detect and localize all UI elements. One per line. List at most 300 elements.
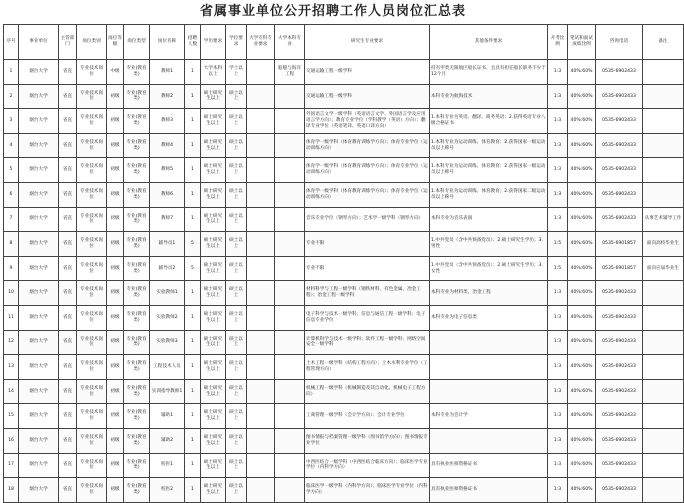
cell-post-type: 专业(教育类) xyxy=(124,453,150,478)
cell-phone: 0535-6902433 xyxy=(596,109,643,134)
cell-post-grade: 初级 xyxy=(107,207,124,232)
cell-college-major xyxy=(247,305,275,330)
table-row xyxy=(4,379,684,404)
cell-index: 5 xyxy=(4,158,19,183)
cell-education: 硕士研究生以上 xyxy=(201,232,226,257)
cell-phone: 0535-6901857 xyxy=(596,232,643,257)
cell-department: 省直 xyxy=(59,281,77,306)
table-row xyxy=(4,207,684,232)
cell-other-requirements: 1.本科专业为运动训练、体育教育；2.获得国家一级运动员以上称号 xyxy=(430,133,548,158)
cell-post-type: 专业(教育类) xyxy=(124,158,150,183)
cell-phone: 0535-6902433 xyxy=(596,404,643,429)
cell-exam-ratio: 1:3 xyxy=(548,133,568,158)
cell-college-major xyxy=(247,60,275,85)
cell-remarks xyxy=(643,330,684,355)
cell-bachelor-major xyxy=(275,404,305,429)
cell-post-category: 专业技术岗位 xyxy=(77,109,107,134)
header-education: 学历要求 xyxy=(201,25,226,60)
cell-graduate-major: 工商管理一级学科（会计学方向）；会计专业学位 xyxy=(305,404,430,429)
cell-remarks xyxy=(643,478,684,503)
cell-department: 省直 xyxy=(59,158,77,183)
cell-graduate-major: 专业不限 xyxy=(305,232,430,257)
cell-exam-ratio: 1:3 xyxy=(548,379,568,404)
cell-remarks xyxy=(643,379,684,404)
cell-post-category: 专业技术岗位 xyxy=(77,60,107,85)
cell-employer: 烟台大学 xyxy=(19,305,59,330)
cell-post-name: 辅导员1 xyxy=(150,232,185,257)
cell-department: 省直 xyxy=(59,478,77,503)
cell-bachelor-major xyxy=(275,379,305,404)
cell-phone: 0535-6902433 xyxy=(596,330,643,355)
cell-score-ratio: 40%:60% xyxy=(568,207,596,232)
cell-graduate-major: 材料科学与工程一级学科（钢铁材料、有色金属、冶金工程）；冶金工程一级学科 xyxy=(305,281,430,306)
cell-post-category: 专业技术岗位 xyxy=(77,453,107,478)
page-title: 省属事业单位公开招聘工作人员岗位汇总表 xyxy=(199,4,466,19)
cell-department: 省直 xyxy=(59,109,77,134)
cell-index: 2 xyxy=(4,84,19,109)
cell-department: 省直 xyxy=(59,305,77,330)
cell-score-ratio: 40%:60% xyxy=(568,428,596,453)
cell-graduate-major: 体育学一级学科（体育教育训练学方向）；体育专业学位（运动训练方向） xyxy=(305,158,430,183)
cell-remarks xyxy=(643,133,684,158)
cell-score-ratio: 40%:60% xyxy=(568,453,596,478)
table-row xyxy=(4,60,684,85)
cell-post-name: 教师5 xyxy=(150,158,185,183)
cell-post-grade: 初级 xyxy=(107,404,124,429)
cell-exam-ratio: 1:3 xyxy=(548,428,568,453)
cell-post-name: 工程技术人员 xyxy=(150,355,185,380)
cell-other-requirements: 具有执业医师资格证书 xyxy=(430,453,548,478)
cell-college-major xyxy=(247,256,275,281)
cell-post-grade: 初级 xyxy=(107,453,124,478)
cell-education: 硕士研究生以上 xyxy=(201,404,226,429)
cell-bachelor-major xyxy=(275,453,305,478)
cell-other-requirements: 本科专业为音乐表演 xyxy=(430,207,548,232)
cell-headcount: 1 xyxy=(185,355,201,380)
cell-post-type: 专业(教育类) xyxy=(124,478,150,503)
cell-education: 硕士研究生以上 xyxy=(201,478,226,503)
header-headcount: 招聘人数 xyxy=(185,25,201,60)
cell-post-name: 教师1 xyxy=(150,60,185,85)
cell-education: 硕士研究生以上 xyxy=(201,158,226,183)
cell-bachelor-major xyxy=(275,133,305,158)
cell-post-name: 实验教师3 xyxy=(150,330,185,355)
cell-college-major xyxy=(247,453,275,478)
table-header xyxy=(4,25,684,60)
cell-headcount: 1 xyxy=(185,453,201,478)
cell-bachelor-major xyxy=(275,256,305,281)
cell-post-name: 教师7 xyxy=(150,207,185,232)
cell-department: 省直 xyxy=(59,84,77,109)
cell-department: 省直 xyxy=(59,256,77,281)
cell-department: 省直 xyxy=(59,379,77,404)
table-row xyxy=(4,109,684,134)
cell-exam-ratio: 1:3 xyxy=(548,84,568,109)
cell-post-type: 专业(教育类) xyxy=(124,109,150,134)
cell-degree: 硕士以上 xyxy=(226,428,247,453)
cell-index: 18 xyxy=(4,478,19,503)
cell-department: 省直 xyxy=(59,404,77,429)
cell-college-major xyxy=(247,355,275,380)
cell-post-name: 辅导员2 xyxy=(150,256,185,281)
table-row xyxy=(4,232,684,257)
cell-headcount: 1 xyxy=(185,305,201,330)
cell-employer: 烟台大学 xyxy=(19,281,59,306)
cell-education: 硕士研究生以上 xyxy=(201,453,226,478)
cell-degree: 硕士以上 xyxy=(226,305,247,330)
cell-score-ratio: 40%:60% xyxy=(568,84,596,109)
cell-education: 硕士研究生以上 xyxy=(201,256,226,281)
cell-post-name: 教师6 xyxy=(150,182,185,207)
cell-index: 12 xyxy=(4,330,19,355)
cell-post-grade: 初级 xyxy=(107,330,124,355)
cell-education: 硕士研究生以上 xyxy=(201,109,226,134)
cell-post-grade: 初级 xyxy=(107,182,124,207)
cell-headcount: 1 xyxy=(185,158,201,183)
cell-other-requirements: 本科专业为材料类、冶金工程 xyxy=(430,281,548,306)
cell-other-requirements: 持有甲类无限航区船长证书，且具有担任船长职务不少于12个月 xyxy=(430,60,548,85)
cell-headcount: 1 xyxy=(185,84,201,109)
cell-graduate-major: 中西医结合一级学科（中西医结合临床方向）；临床医学专业学位（内科学方向） xyxy=(305,453,430,478)
cell-score-ratio: 40%:60% xyxy=(568,232,596,257)
cell-remarks xyxy=(643,355,684,380)
cell-score-ratio: 40%:60% xyxy=(568,182,596,207)
cell-other-requirements: 1.本科专业为运动训练、体育教育；2.获得国家一级运动员以上称号 xyxy=(430,158,548,183)
table-row xyxy=(4,281,684,306)
cell-post-category: 专业技术岗位 xyxy=(77,379,107,404)
cell-phone: 0535-6902433 xyxy=(596,305,643,330)
cell-exam-ratio: 1:3 xyxy=(548,182,568,207)
cell-headcount: 5 xyxy=(185,232,201,257)
cell-bachelor-major xyxy=(275,207,305,232)
cell-other-requirements: 1.本科专业为运动训练、体育教育；2.获得国家二级运动员以上称号 xyxy=(430,182,548,207)
cell-employer: 烟台大学 xyxy=(19,428,59,453)
cell-department: 省直 xyxy=(59,182,77,207)
cell-post-name: 辅助2 xyxy=(150,428,185,453)
cell-index: 10 xyxy=(4,281,19,306)
cell-degree: 硕士以上 xyxy=(226,281,247,306)
cell-remarks xyxy=(643,109,684,134)
cell-department: 省直 xyxy=(59,355,77,380)
cell-graduate-major: 临床医学一级学科（内科学方向）；临床医学专业学位（内科学方向） xyxy=(305,478,430,503)
cell-post-name: 教师2 xyxy=(150,84,185,109)
cell-remarks xyxy=(643,281,684,306)
cell-education: 硕士研究生以上 xyxy=(201,330,226,355)
cell-remarks: 从事艺术辅导工作 xyxy=(643,207,684,232)
table-row xyxy=(4,330,684,355)
cell-post-category: 专业技术岗位 xyxy=(77,281,107,306)
cell-headcount: 1 xyxy=(185,379,201,404)
cell-remarks xyxy=(643,404,684,429)
cell-post-grade: 初级 xyxy=(107,428,124,453)
cell-score-ratio: 40%:60% xyxy=(568,133,596,158)
cell-graduate-major: 体育学一级学科（体育教育训练学方向）；体育专业学位（运动训练方向） xyxy=(305,133,430,158)
cell-remarks xyxy=(643,60,684,85)
cell-remarks: 面向高校毕业生 xyxy=(643,232,684,257)
table-body xyxy=(4,60,684,503)
cell-other-requirements: 1.中共党员（含中共预备党员）；2.硕士研究生学历；3.男性 xyxy=(430,232,548,257)
cell-other-requirements: 本科专业为航海技术 xyxy=(430,84,548,109)
table-row xyxy=(4,428,684,453)
cell-department: 省直 xyxy=(59,428,77,453)
cell-phone: 0535-6902433 xyxy=(596,182,643,207)
cell-exam-ratio: 1:3 xyxy=(548,305,568,330)
cell-post-category: 专业技术岗位 xyxy=(77,158,107,183)
cell-post-name: 教师3 xyxy=(150,109,185,134)
cell-post-type: 专业(教育类) xyxy=(124,207,150,232)
cell-headcount: 1 xyxy=(185,60,201,85)
cell-post-name: 辅助1 xyxy=(150,404,185,429)
cell-post-name: 校医1 xyxy=(150,453,185,478)
cell-score-ratio: 40%:60% xyxy=(568,60,596,85)
cell-education: 硕士研究生以上 xyxy=(201,207,226,232)
cell-other-requirements: 1.中共党员（含中共预备党员）；2.硕士研究生学历；3.女性 xyxy=(430,256,548,281)
cell-post-type: 专业(教育类) xyxy=(124,305,150,330)
cell-graduate-major: 专业不限 xyxy=(305,256,430,281)
cell-other-requirements xyxy=(430,355,548,380)
cell-bachelor-major xyxy=(275,330,305,355)
cell-college-major xyxy=(247,330,275,355)
cell-post-type: 专业(教育类) xyxy=(124,133,150,158)
table-row xyxy=(4,133,684,158)
cell-headcount: 1 xyxy=(185,207,201,232)
cell-score-ratio: 40%:60% xyxy=(568,158,596,183)
cell-phone: 0535-6902433 xyxy=(596,133,643,158)
cell-employer: 烟台大学 xyxy=(19,207,59,232)
cell-employer: 烟台大学 xyxy=(19,133,59,158)
cell-post-category: 专业技术岗位 xyxy=(77,305,107,330)
cell-degree: 硕士以上 xyxy=(226,84,247,109)
header-index: 序号 xyxy=(4,25,19,60)
cell-remarks xyxy=(643,453,684,478)
cell-other-requirements: 1.本科专业为英语、翻译、商务英语；2.获得英语专业八级合格证书 xyxy=(430,109,548,134)
cell-other-requirements xyxy=(430,379,548,404)
cell-score-ratio: 40%:60% xyxy=(568,256,596,281)
cell-headcount: 1 xyxy=(185,330,201,355)
cell-post-type: 专业(教育类) xyxy=(124,182,150,207)
cell-post-name: 教师4 xyxy=(150,133,185,158)
cell-exam-ratio: 1:3 xyxy=(548,60,568,85)
header-score-ratio: 笔试和面试成绩比例 xyxy=(568,25,596,60)
cell-phone: 0535-6902433 xyxy=(596,281,643,306)
cell-exam-ratio: 1:3 xyxy=(548,330,568,355)
cell-department: 省直 xyxy=(59,207,77,232)
header-exam-ratio: 开考比例 xyxy=(548,25,568,60)
cell-bachelor-major xyxy=(275,281,305,306)
cell-education: 硕士研究生以上 xyxy=(201,133,226,158)
cell-exam-ratio: 1:3 xyxy=(548,478,568,503)
table-row xyxy=(4,182,684,207)
cell-graduate-major: 交通运输工程一级学科 xyxy=(305,60,430,85)
cell-headcount: 1 xyxy=(185,109,201,134)
cell-index: 15 xyxy=(4,404,19,429)
cell-post-grade: 初级 xyxy=(107,84,124,109)
cell-education: 硕士研究生以上 xyxy=(201,84,226,109)
cell-score-ratio: 40%:60% xyxy=(568,404,596,429)
cell-college-major xyxy=(247,109,275,134)
cell-exam-ratio: 1:3 xyxy=(548,158,568,183)
cell-post-name: 实验教师2 xyxy=(150,305,185,330)
cell-headcount: 1 xyxy=(185,404,201,429)
cell-degree: 硕士以上 xyxy=(226,355,247,380)
cell-college-major xyxy=(247,478,275,503)
cell-post-grade: 初级 xyxy=(107,133,124,158)
positions-table xyxy=(3,24,684,503)
cell-index: 16 xyxy=(4,428,19,453)
table-row xyxy=(4,478,684,503)
cell-graduate-major: 土木工程一级学科（结构工程方向）；土木水利专业学位（工程管理方向） xyxy=(305,355,430,380)
cell-exam-ratio: 1:3 xyxy=(548,207,568,232)
cell-headcount: 1 xyxy=(185,428,201,453)
cell-post-grade: 初级 xyxy=(107,256,124,281)
cell-college-major xyxy=(247,133,275,158)
cell-education: 大学本科以上 xyxy=(201,60,226,85)
cell-employer: 烟台大学 xyxy=(19,158,59,183)
header-college-major: 大学专科专业要求 xyxy=(247,25,275,60)
cell-graduate-major: 外国语言文学一级学科（英语语言文学、外国语言学及应用语言学方向）；教育专业学位（学科教学（英语）方向）；翻译专业学位（英语笔译、英语口译方向） xyxy=(305,109,430,134)
cell-score-ratio: 40%:60% xyxy=(568,281,596,306)
cell-bachelor-major xyxy=(275,305,305,330)
cell-post-type: 专业(教育类) xyxy=(124,256,150,281)
cell-degree: 硕士以上 xyxy=(226,330,247,355)
cell-post-category: 专业技术岗位 xyxy=(77,478,107,503)
cell-headcount: 5 xyxy=(185,256,201,281)
cell-employer: 烟台大学 xyxy=(19,404,59,429)
cell-post-category: 专业技术岗位 xyxy=(77,404,107,429)
cell-degree: 硕士以上 xyxy=(226,158,247,183)
cell-phone: 0535-6902433 xyxy=(596,478,643,503)
header-post-grade: 岗位等级 xyxy=(107,25,124,60)
cell-degree: 硕士以上 xyxy=(226,133,247,158)
cell-post-category: 专业技术岗位 xyxy=(77,256,107,281)
cell-employer: 烟台大学 xyxy=(19,84,59,109)
cell-post-name: 实验教师1 xyxy=(150,281,185,306)
cell-bachelor-major xyxy=(275,355,305,380)
cell-college-major xyxy=(247,158,275,183)
cell-phone: 0535-6902433 xyxy=(596,428,643,453)
cell-bachelor-major xyxy=(275,478,305,503)
cell-graduate-major: 电子科学与技术一级学科；信息与通信工程一级学科；电子信息专业学位 xyxy=(305,305,430,330)
cell-degree: 硕士以上 xyxy=(226,404,247,429)
cell-other-requirements: 具有执业医师资格证书 xyxy=(430,478,548,503)
cell-employer: 烟台大学 xyxy=(19,330,59,355)
cell-degree: 硕士以上 xyxy=(226,182,247,207)
cell-employer: 烟台大学 xyxy=(19,379,59,404)
cell-graduate-major: 计算机科学与技术一级学科；软件工程一级学科；网络空间安全一级学科 xyxy=(305,330,430,355)
cell-index: 9 xyxy=(4,256,19,281)
cell-index: 4 xyxy=(4,133,19,158)
cell-college-major xyxy=(247,428,275,453)
table-row xyxy=(4,256,684,281)
cell-post-grade: 初级 xyxy=(107,158,124,183)
cell-bachelor-major xyxy=(275,158,305,183)
cell-exam-ratio: 1:3 xyxy=(548,453,568,478)
cell-post-type: 专业(教育类) xyxy=(124,379,150,404)
cell-graduate-major: 机械工程一级学科（机械制造及其自动化、机械电子工程方向） xyxy=(305,379,430,404)
cell-college-major xyxy=(247,182,275,207)
cell-headcount: 1 xyxy=(185,182,201,207)
cell-other-requirements xyxy=(430,330,548,355)
cell-college-major xyxy=(247,232,275,257)
cell-employer: 烟台大学 xyxy=(19,109,59,134)
cell-headcount: 1 xyxy=(185,478,201,503)
header-post-category: 岗位类别 xyxy=(77,25,107,60)
cell-bachelor-major xyxy=(275,109,305,134)
cell-employer: 烟台大学 xyxy=(19,453,59,478)
cell-college-major xyxy=(247,84,275,109)
cell-post-grade: 初级 xyxy=(107,355,124,380)
cell-post-grade: 初级 xyxy=(107,109,124,134)
cell-employer: 烟台大学 xyxy=(19,232,59,257)
cell-degree: 学士以上 xyxy=(226,60,247,85)
cell-bachelor-major: 船舶与海洋工程 xyxy=(275,60,305,85)
cell-index: 11 xyxy=(4,305,19,330)
cell-post-category: 专业技术岗位 xyxy=(77,207,107,232)
cell-post-type: 专业(教育类) xyxy=(124,428,150,453)
cell-degree: 硕士以上 xyxy=(226,109,247,134)
cell-exam-ratio: 1:3 xyxy=(548,109,568,134)
cell-employer: 烟台大学 xyxy=(19,60,59,85)
cell-post-category: 专业技术岗位 xyxy=(77,355,107,380)
cell-phone: 0535-6901857 xyxy=(596,256,643,281)
cell-post-type: 专业(教育类) xyxy=(124,330,150,355)
header-remarks: 备注 xyxy=(643,25,684,60)
cell-phone: 0535-6902433 xyxy=(596,379,643,404)
cell-post-grade: 初级 xyxy=(107,281,124,306)
header-bachelor-major: 大学本科专业 xyxy=(275,25,305,60)
cell-department: 省直 xyxy=(59,133,77,158)
cell-index: 3 xyxy=(4,109,19,134)
table-row xyxy=(4,453,684,478)
cell-department: 省直 xyxy=(59,60,77,85)
cell-exam-ratio: 1:5 xyxy=(548,256,568,281)
cell-post-type: 专业(教育类) xyxy=(124,232,150,257)
cell-post-type: 专业(教育类) xyxy=(124,404,150,429)
cell-index: 17 xyxy=(4,453,19,478)
cell-graduate-major: 体育学一级学科（体育教育训练学方向）；体育专业学位（运动训练方向） xyxy=(305,182,430,207)
cell-post-grade: 初级 xyxy=(107,478,124,503)
cell-post-name: 校医2 xyxy=(150,478,185,503)
cell-education: 硕士研究生以上 xyxy=(201,428,226,453)
cell-post-category: 专业技术岗位 xyxy=(77,133,107,158)
cell-headcount: 1 xyxy=(185,133,201,158)
cell-post-category: 专业技术岗位 xyxy=(77,330,107,355)
header-phone: 咨询电话 xyxy=(596,25,643,60)
cell-other-requirements xyxy=(430,428,548,453)
cell-post-category: 专业技术岗位 xyxy=(77,84,107,109)
cell-bachelor-major xyxy=(275,84,305,109)
cell-graduate-major: 图书情报与档案管理一级学科（图书馆学方向）；图书情报专业学位 xyxy=(305,428,430,453)
cell-phone: 0535-6902433 xyxy=(596,453,643,478)
table-row xyxy=(4,355,684,380)
table-row xyxy=(4,84,684,109)
cell-remarks xyxy=(643,84,684,109)
cell-education: 硕士研究生以上 xyxy=(201,182,226,207)
cell-index: 8 xyxy=(4,232,19,257)
header-post-name: 岗位名称 xyxy=(150,25,185,60)
cell-post-category: 专业技术岗位 xyxy=(77,428,107,453)
header-post-type: 岗位类型 xyxy=(124,25,150,60)
header-row xyxy=(4,25,684,60)
header-degree: 学位要求 xyxy=(226,25,247,60)
cell-score-ratio: 40%:60% xyxy=(568,109,596,134)
cell-remarks xyxy=(643,182,684,207)
cell-department: 省直 xyxy=(59,232,77,257)
cell-post-category: 专业技术岗位 xyxy=(77,182,107,207)
cell-employer: 烟台大学 xyxy=(19,478,59,503)
cell-remarks xyxy=(643,428,684,453)
cell-exam-ratio: 1:3 xyxy=(548,281,568,306)
